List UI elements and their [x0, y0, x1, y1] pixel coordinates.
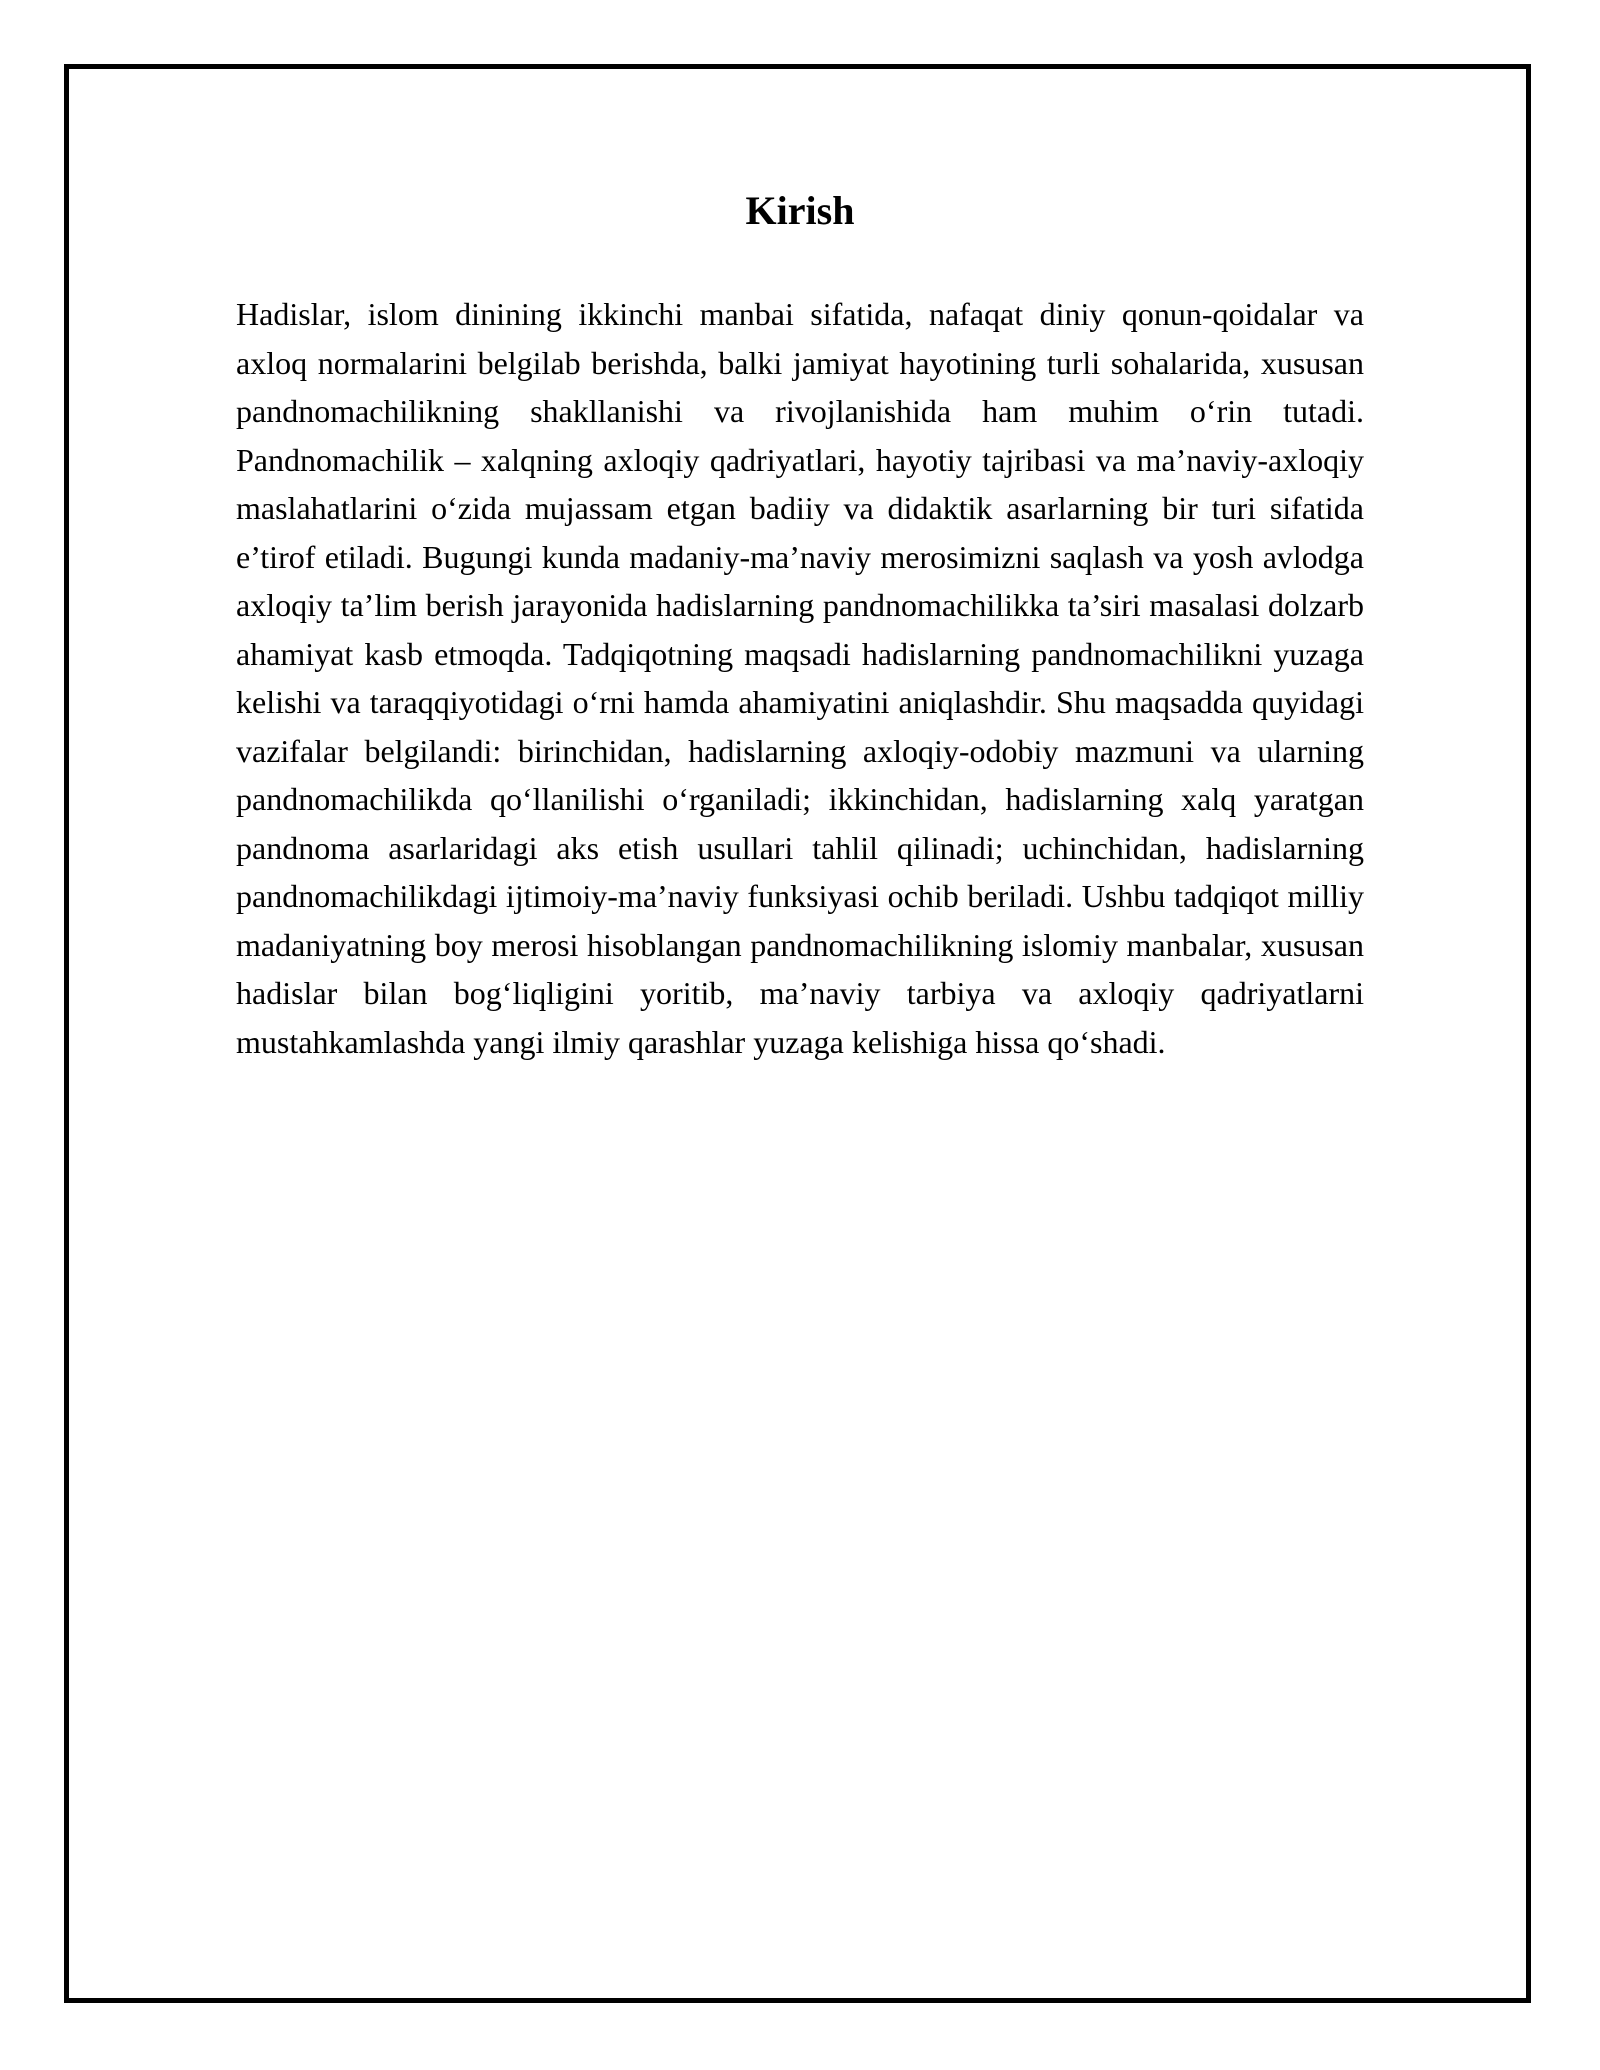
- page-title: Kirish: [745, 188, 855, 233]
- body-paragraph: Hadislar, islom dinining ikkinchi manbai sifatida, nafaqat diniy qonun-qoidalar va axloq normalarini belgilab berishda, balki jamiyat hayotining turli sohalarida, xususan pandnomachilikning shakllanishi va rivojlanishida ham muhim o‘rin tutadi. Pandnomachilik – xalqning axloqiy qadriyatlari, hayotiy tajribasi va ma’naviy-axloqiy maslahatlarini o‘zida mujassam etgan badiiy va didaktik asarlarning bir turi sifatida e’tirof etiladi. Bugungi kunda madaniy-ma’naviy merosimizni saqlash va yosh avlodga axloqiy ta’lim berish jarayonida hadislarning pandnomachilikka ta’siri masalasi dolzarb ahamiyat kasb etmoqda. Tadqiqotning maqsadi hadislarning pandnomachilikni yuzaga kelishi va taraqqiyotidagi o‘rni hamda ahamiyatini aniqlashdir. Shu maqsadda quyidagi vazifalar belgilandi: birinchidan, hadislarning axloqiy-odobiy mazmuni va ularning pandnomachilikda qo‘llanilishi o‘rganiladi; ikkinchidan, hadislarning xalq yaratgan pandnoma asarlaridagi aks etish usullari tahlil qilinadi; uchinchidan, hadislarning pandnomachilikdagi ijtimoiy-ma’naviy funksiyasi ochib beriladi. Ushbu tadqiqot milliy madaniyatning boy merosi hisoblangan pandnomachilikning islomiy manbalar, xususan hadislar bilan bog‘liqligini yoritib, ma’naviy tarbiya va axloqiy qadriyatlarni mustahkamlashda yangi ilmiy qarashlar yuzaga kelishiga hissa qo‘shadi.: [236, 296, 1364, 1060]
